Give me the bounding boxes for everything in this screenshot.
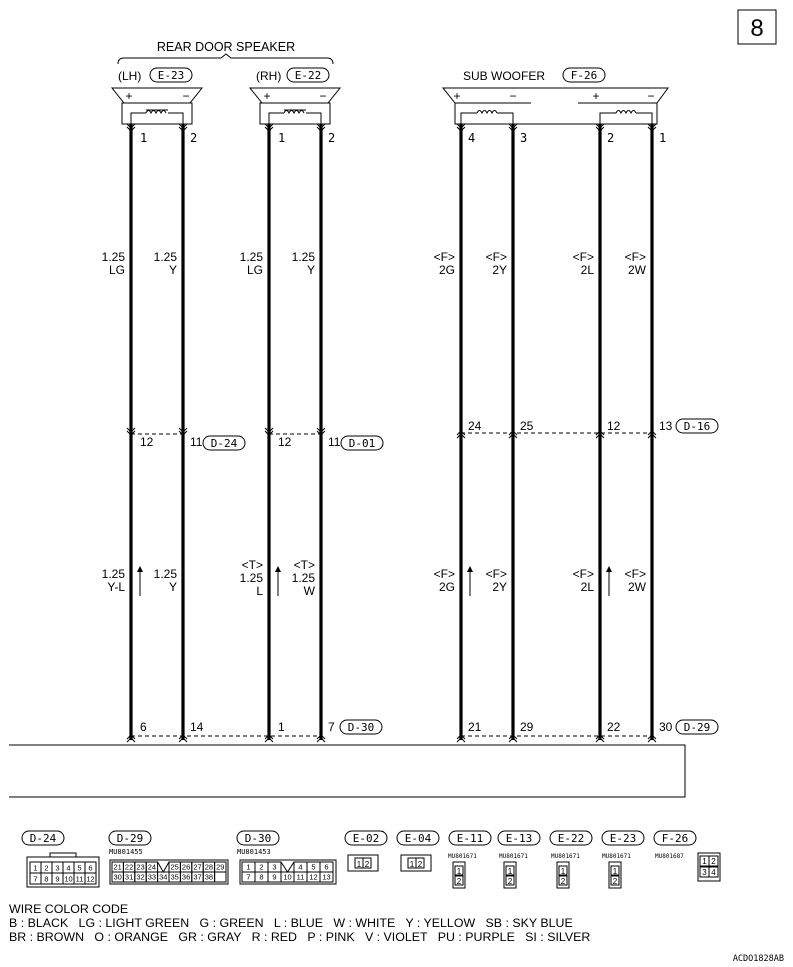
svg-text:1: 1 [456, 867, 462, 876]
connector-f-26 [654, 831, 720, 881]
svg-text:1: 1 [560, 867, 566, 876]
sw-mid-pin-1: 24 [468, 419, 482, 433]
connector-e-23 [602, 831, 644, 888]
connector-cell-label: 31 [124, 872, 134, 882]
connector-cell-label: 11 [296, 872, 305, 882]
connector-cell-label: 24 [147, 862, 157, 872]
rh-bottom-pos-pin: 1 [278, 720, 285, 734]
sw-bottom-pin-2: 29 [520, 720, 534, 734]
connector-cell [215, 872, 226, 882]
connector-cell-label: 1 [246, 862, 251, 872]
connector-cell-label: 8 [44, 874, 49, 884]
connector-cell-label: 10 [283, 872, 292, 882]
subwoofer-plus-2: + [592, 89, 600, 103]
svg-text:2: 2 [560, 877, 566, 886]
wire-color-legend [9, 902, 590, 944]
d01-id: D-01 [348, 437, 376, 450]
d16-id: D-16 [683, 420, 711, 433]
connector-d-24-id: D-24 [29, 832, 57, 845]
sw-bottom-pin-1: 21 [468, 720, 482, 734]
rh-upper-neg-color: Y [306, 263, 315, 277]
connector-reference-row [22, 831, 720, 888]
svg-text:2: 2 [364, 860, 370, 869]
lh-lower-pos-size: 1.25 [101, 567, 125, 581]
connector-cell-label: 6 [88, 863, 93, 873]
connector-e-13 [498, 831, 540, 888]
connector-cell-label: 34 [159, 872, 168, 882]
component-box [9, 745, 685, 797]
connector-cell-label: 4 [66, 863, 71, 873]
rh-lower-pos-size: 1.25 [239, 571, 263, 585]
connector-cell-label: 27 [193, 862, 202, 872]
svg-text:2: 2 [456, 877, 462, 886]
connector-cell-label: 23 [136, 862, 145, 872]
connector-cell-label: 29 [216, 862, 225, 872]
subwoofer-minus-1: − [509, 89, 517, 103]
connector-cell-label: 21 [113, 862, 122, 872]
subwoofer-title: SUB WOOFER [463, 69, 546, 83]
connector-cell-label: 12 [86, 874, 95, 884]
sw-lower-label-3: 2L [580, 580, 594, 594]
rear-speaker-brace [118, 54, 333, 64]
rh-bottom-neg-pin: 7 [328, 720, 335, 734]
lh-side-label: (LH) [118, 69, 142, 83]
connector-e-22-id: E-22 [557, 832, 585, 845]
connector-e-11-id: E-11 [456, 832, 484, 845]
rh-mid-pos-pin: 12 [278, 435, 292, 449]
sw-mid-pin-4: 13 [659, 419, 673, 433]
connector-cell-label: 38 [204, 872, 214, 882]
sw-lower-label-4: 2W [628, 580, 646, 594]
lh-upper-neg-size: 1.25 [153, 250, 177, 264]
connector-cell-label: 9 [272, 872, 277, 882]
lh-mid-neg-pin: 11 [190, 435, 203, 449]
connector-cell-label: 32 [136, 872, 145, 882]
subwoofer-minus-2: − [647, 89, 655, 103]
svg-text:2: 2 [417, 860, 423, 869]
connector-cell-label: 7 [33, 874, 38, 884]
rh-pin-neg: 2 [328, 131, 336, 145]
sw-upper-tag-4: <F> [624, 250, 646, 264]
subwoofer-symbol [443, 88, 668, 124]
connector-e-22 [550, 831, 592, 888]
connector-e-11-part: MU801671 [448, 853, 477, 860]
svg-text:−: − [182, 89, 190, 103]
drawing-code: ACDO1828AB [732, 954, 784, 964]
rh-connector-id: E-22 [294, 69, 322, 82]
rh-upper-pos-size: 1.25 [239, 250, 263, 264]
rh-lower-pos-tag: <T> [241, 558, 263, 572]
lh-upper-pos-size: 1.25 [101, 250, 125, 264]
lh-lower-neg-color: Y [168, 580, 177, 594]
connector-e-23-part: MU801671 [602, 853, 631, 860]
sw-upper-tag-1: <F> [433, 250, 455, 264]
connector-d-29-part: MU801455 [109, 848, 143, 856]
sw-pin-top-1: 4 [468, 131, 476, 145]
rh-pin-pos: 1 [278, 131, 286, 145]
connector-cell-label: 30 [113, 872, 122, 882]
subwoofer-connector-id: F-26 [570, 69, 598, 82]
sw-bottom-pin-4: 30 [659, 720, 673, 734]
sw-upper-label-4: 2W [628, 263, 646, 277]
connector-e-02 [345, 831, 387, 871]
sw-lower-tag-4: <F> [624, 567, 646, 581]
rh-upper-neg-size: 1.25 [291, 250, 315, 264]
connector-cell-label: 13 [322, 872, 331, 882]
sw-mid-pin-2: 25 [520, 419, 534, 433]
lh-lower-pos-color: Y-L [107, 580, 125, 594]
subwoofer-plus-1: + [453, 89, 461, 103]
svg-text:2: 2 [711, 857, 716, 866]
connector-cell-label: 12 [309, 872, 318, 882]
sw-pin-top-4: 1 [659, 131, 667, 145]
connector-e-23-id: E-23 [609, 832, 637, 845]
connector-cell-label: 10 [64, 874, 73, 884]
lh-connector-id: E-23 [157, 69, 185, 82]
connector-e-04 [397, 831, 439, 871]
connector-cell-label: 5 [311, 862, 316, 872]
connector-cell-label: 2 [259, 862, 264, 872]
connector-cell-label: 22 [124, 862, 134, 872]
svg-text:3: 3 [702, 868, 707, 877]
sw-lower-tag-3: <F> [572, 567, 594, 581]
sw-upper-tag-2: <F> [485, 250, 507, 264]
lh-upper-pos-color: LG [108, 263, 125, 277]
connector-cell-label: 33 [147, 872, 157, 882]
current-direction-arrows [137, 566, 612, 596]
d29-id: D-29 [683, 721, 711, 734]
connector-cell-label: 6 [324, 862, 329, 872]
sw-upper-label-2: 2Y [492, 263, 507, 277]
legend-title: WIRE COLOR CODE [9, 902, 129, 916]
lh-upper-neg-color: Y [168, 263, 177, 277]
lh-bottom-neg-pin: 14 [190, 720, 204, 734]
sw-upper-tag-3: <F> [572, 250, 594, 264]
svg-text:1: 1 [356, 860, 362, 869]
connector-cell-label: 37 [193, 872, 202, 882]
connector-cell-label: 3 [272, 862, 277, 872]
sw-lower-tag-2: <F> [485, 567, 507, 581]
connector-d-30-id: D-30 [244, 832, 272, 845]
connector-f-26-part: MU801687 [655, 853, 684, 860]
d30-id: D-30 [347, 721, 375, 734]
sw-upper-label-3: 2L [580, 263, 594, 277]
connector-d-30-part: MU801453 [237, 848, 271, 856]
rh-side-label: (RH) [256, 69, 282, 83]
svg-text:1: 1 [507, 867, 513, 876]
svg-text:+: + [263, 89, 271, 103]
connector-cell-label: 4 [298, 862, 303, 872]
connector-cell-label: 11 [75, 874, 84, 884]
connector-cell-label: 25 [170, 862, 179, 872]
lh-bottom-pos-pin: 6 [140, 720, 147, 734]
sw-lower-label-2: 2Y [492, 580, 507, 594]
rh-lower-neg-size: 1.25 [291, 571, 315, 585]
d24-id: D-24 [210, 437, 238, 450]
rh-lower-pos-color: L [256, 584, 263, 598]
svg-text:4: 4 [711, 868, 716, 877]
connector-cell-label: 5 [77, 863, 82, 873]
lh-lower-neg-size: 1.25 [153, 567, 177, 581]
connector-d-29 [109, 831, 228, 884]
sw-bottom-pin-3: 22 [607, 720, 621, 734]
rh-lower-neg-tag: <T> [293, 558, 315, 572]
sw-pin-top-3: 2 [607, 131, 615, 145]
lh-pin-pos: 1 [140, 131, 148, 145]
sw-lower-label-1: 2G [438, 580, 455, 594]
lh-pin-neg: 2 [190, 131, 198, 145]
legend-line-1: B : BLACK LG : LIGHT GREEN G : GREEN L : BLUE W : WHITE Y : YELLOW SB : SKY BLUE [9, 916, 573, 930]
svg-text:2: 2 [612, 877, 618, 886]
sw-pin-top-2: 3 [520, 131, 528, 145]
connector-cell-label: 1 [33, 863, 38, 873]
connector-cell-label: 7 [246, 872, 251, 882]
connector-cell-label: 2 [44, 863, 49, 873]
connector-cell-label: 26 [181, 862, 191, 872]
rh-lower-neg-color: W [303, 584, 315, 598]
connector-cell-label: 3 [55, 863, 60, 873]
svg-text:+: + [125, 89, 133, 103]
svg-text:1: 1 [702, 857, 707, 866]
connector-cell-label: 36 [181, 872, 191, 882]
connector-cell-label: 35 [170, 872, 179, 882]
connector-e-13-part: MU801671 [499, 853, 528, 860]
connector-f-26-id: F-26 [661, 832, 689, 845]
connector-e-04-id: E-04 [404, 832, 432, 845]
svg-text:1: 1 [409, 860, 415, 869]
lh-speaker-symbol [112, 88, 202, 124]
connector-d-24 [22, 831, 99, 887]
sw-mid-pin-3: 12 [607, 419, 621, 433]
page-number: 8 [750, 15, 764, 42]
svg-text:2: 2 [507, 877, 513, 886]
connector-e-11 [448, 831, 491, 888]
connector-e-13-id: E-13 [505, 832, 533, 845]
svg-text:−: − [319, 89, 327, 103]
connector-cell-label: 9 [55, 874, 60, 884]
connector-cell-blank [281, 862, 294, 872]
connector-e-02-id: E-02 [352, 832, 380, 845]
wires [131, 124, 652, 740]
sw-lower-tag-1: <F> [433, 567, 455, 581]
connector-d-30 [237, 831, 336, 884]
svg-text:1: 1 [612, 867, 618, 876]
rear-speaker-title: REAR DOOR SPEAKER [156, 40, 296, 54]
connector-cell-blank [158, 862, 169, 872]
connector-e-22-part: MU801671 [551, 853, 580, 860]
rh-speaker-symbol [250, 88, 340, 124]
connector-cell-label: 8 [259, 872, 264, 882]
legend-line-2: BR : BROWN O : ORANGE GR : GRAY R : RED P : PINK V : VIOLET PU : PURPLE SI : SILVER [9, 930, 591, 944]
rh-upper-pos-color: LG [246, 263, 263, 277]
lh-mid-pos-pin: 12 [140, 435, 154, 449]
sw-upper-label-1: 2G [438, 263, 455, 277]
rh-mid-neg-pin: 11 [328, 435, 341, 449]
connector-cell-label: 28 [204, 862, 214, 872]
connector-d-29-id: D-29 [116, 832, 144, 845]
